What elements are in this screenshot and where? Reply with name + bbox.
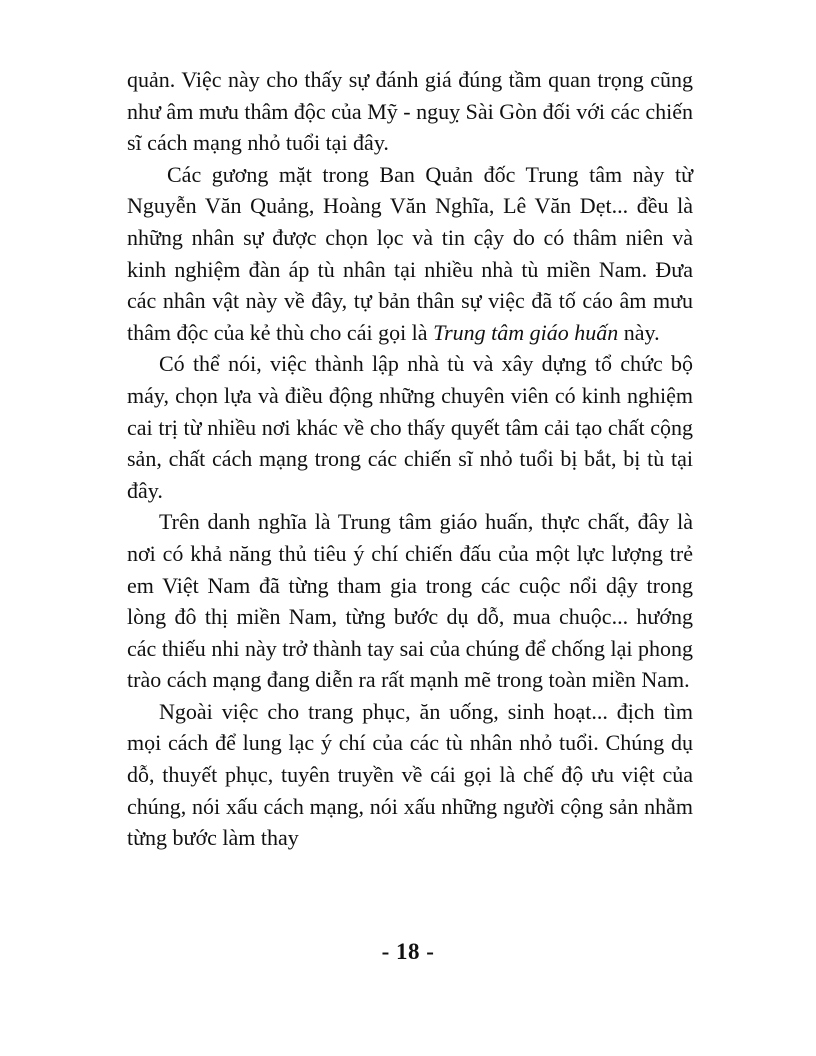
paragraph-organization: Có thể nói, việc thành lập nhà tù và xây dựng tổ chức bộ máy, chọn lựa và điều động những chuyên viên có kinh nghiệm cai trị từ nhiều nơi khác về cho thấy quyết tâm cải tạo chất cộng sản, chất cách mạng trong các chiến sĩ nhỏ tuổi bị bắt, bị tù tại đây. bbox=[127, 351, 693, 503]
body-text bbox=[127, 64, 693, 854]
page-number: - 18 - bbox=[381, 939, 435, 964]
paragraph-management-board bbox=[127, 159, 693, 349]
paragraph-indoctrination: Ngoài việc cho trang phục, ăn uống, sinh hoạt... địch tìm mọi cách để lung lạc ý chí của các tù nhân nhỏ tuổi. Chúng dụ dỗ, thuyết phục, tuyên truyền về cái gọi là chế độ ưu việt của chúng, nói xấu cách mạng, nói xấu những người cộng sản nhằm từng bước làm thay bbox=[127, 698, 693, 851]
paragraph-tail: này. bbox=[618, 319, 660, 345]
paragraph-continuation: quản. Việc này cho thấy sự đánh giá đúng tầm quan trọng cũng như âm mưu thâm độc của Mỹ - nguỵ Sài Gòn đối với các chiến sĩ cách mạng nhỏ tuổi tại đây. bbox=[127, 67, 693, 156]
paragraph-text: Các gương mặt trong Ban Quản đốc Trung tâm này từ Nguyễn Văn Quảng, Hoàng Văn Nghĩa, Lê Văn Dẹt... đều là những nhân sự được chọn lọc và tin cậy do có thâm niên và kinh nghiệm đàn áp tù nhân tại nhiều nhà tù miền Nam. Đưa các nhân vật này về đây, tự bản thân sự việc đã tố cáo âm mưu thâm độc của kẻ thù cho cái gọi là bbox=[127, 161, 693, 345]
italic-term: Trung tâm giáo huấn bbox=[433, 319, 619, 345]
paragraph-nominal-purpose: Trên danh nghĩa là Trung tâm giáo huấn, thực chất, đây là nơi có khả năng thủ tiêu ý chí chiến đấu của một lực lượng trẻ em Việt Nam đã từng tham gia trong các cuộc nổi dậy trong lòng đô thị miền Nam, từng bước dụ dỗ, mua chuộc... hướng các thiếu nhi này trở thành tay sai của chúng để chống lại phong trào cách mạng đang diễn ra rất mạnh mẽ trong toàn miền Nam. bbox=[127, 509, 693, 693]
